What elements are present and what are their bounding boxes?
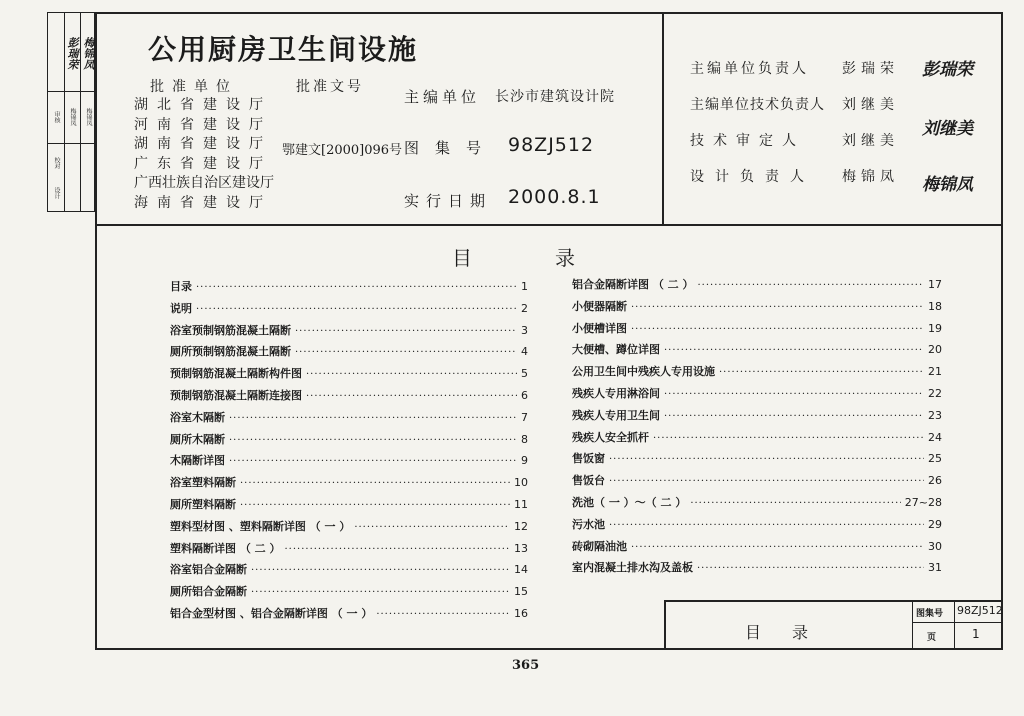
toc-entry-label: 残疾人安全抓杆 bbox=[572, 430, 649, 444]
toc-entry-label: 售饭窗 bbox=[572, 452, 605, 466]
resp-name-2: 刘继美 bbox=[842, 97, 899, 113]
toc-entry bbox=[170, 387, 528, 403]
toc-entry bbox=[170, 409, 528, 425]
toc-entry-label: 预制钢筋混凝土隔断连接图 bbox=[170, 389, 302, 402]
toc-entry-page: 30 bbox=[928, 539, 942, 553]
titleblock-left bbox=[664, 600, 666, 650]
resp-name-3: 刘继美 bbox=[842, 133, 899, 149]
toc-leader-dots bbox=[251, 565, 510, 576]
toc-entry-label: 室内混凝土排水沟及盖板 bbox=[572, 561, 693, 575]
toc-entry-page: 20 bbox=[928, 343, 942, 357]
toc-leader-dots bbox=[196, 304, 517, 315]
resp-label-2: 主编单位技术负责人 bbox=[690, 97, 825, 113]
strip-label-check: 校对 bbox=[53, 157, 60, 169]
approval-doc-no: 鄂建文[2000]096号 bbox=[282, 143, 403, 158]
toc-entry bbox=[572, 429, 942, 445]
toc-entry-label: 厕所木隔断 bbox=[170, 432, 225, 446]
toc-entry-label: 小便器隔断 bbox=[572, 299, 627, 313]
toc-entry bbox=[572, 385, 942, 401]
toc-entry-label: 小便槽详图 bbox=[572, 321, 627, 335]
toc-leader-dots bbox=[240, 478, 510, 489]
toc-entry bbox=[572, 516, 942, 532]
approval-doc-label: 批准文号 bbox=[296, 79, 364, 95]
toc-entry-label: 残疾人专用淋浴间 bbox=[572, 387, 660, 400]
strip-name-1: 梅锦凤 bbox=[69, 108, 76, 126]
approval-unit-4: 广东省建设厅 bbox=[134, 155, 272, 172]
approval-unit-5: 广西壮族自治区建设厅 bbox=[134, 175, 274, 191]
toc-leader-dots bbox=[690, 498, 900, 509]
page-number: 365 bbox=[512, 658, 540, 673]
header-vdivider bbox=[662, 12, 664, 225]
toc-entry-label: 厕所铝合金隔断 bbox=[170, 585, 247, 599]
toc-entry bbox=[572, 276, 942, 292]
toc-leader-dots bbox=[295, 326, 517, 337]
toc-entry-label: 污水池 bbox=[572, 517, 605, 531]
toc-entry bbox=[170, 365, 528, 381]
toc-entry bbox=[170, 343, 528, 359]
page-title: 公用厨房卫生间设施 bbox=[148, 33, 419, 66]
toc-entry bbox=[572, 538, 942, 554]
toc-entry bbox=[572, 363, 942, 379]
toc-leader-dots bbox=[697, 563, 924, 574]
toc-entry bbox=[170, 431, 528, 447]
toc-entry-label: 铝合金型材图 、铝合金隔断详图 （ 一 ） bbox=[170, 607, 373, 620]
toc-entry-page: 25 bbox=[928, 452, 942, 466]
atlas-no: 98ZJ512 bbox=[508, 134, 595, 156]
toc-entry-label: 浴室预制钢筋混凝土隔断 bbox=[170, 323, 291, 337]
approval-unit-3: 湖南省建设厅 bbox=[134, 136, 272, 152]
titleblock-page-label: 页 bbox=[927, 633, 937, 643]
toc-leader-dots bbox=[719, 367, 924, 378]
toc-entry-label: 目录 bbox=[170, 280, 192, 293]
toc-entry bbox=[170, 322, 528, 338]
toc-leader-dots bbox=[631, 542, 924, 553]
toc-title-right: 录 bbox=[555, 246, 575, 270]
toc-entry bbox=[572, 450, 942, 466]
toc-entry-label: 塑料型材图 、塑料隔断详图 （ 一 ） bbox=[170, 519, 351, 533]
toc-title-left: 目 bbox=[452, 246, 472, 270]
toc-leader-dots bbox=[196, 282, 517, 293]
toc-entry-page: 14 bbox=[514, 563, 528, 577]
resp-label-4: 设计负责人 bbox=[690, 169, 815, 185]
toc-leader-dots bbox=[698, 280, 925, 291]
toc-leader-dots bbox=[664, 411, 924, 422]
titleblock-name-right: 录 bbox=[792, 623, 809, 642]
toc-leader-dots bbox=[609, 454, 924, 465]
toc-entry bbox=[170, 278, 528, 294]
toc-entry bbox=[572, 472, 942, 488]
toc-leader-dots bbox=[631, 324, 924, 335]
resp-label-1: 主编单位负责人 bbox=[690, 61, 809, 77]
strip-label-design: 设计 bbox=[53, 187, 60, 199]
toc-entry-label: 洗池（ 一 ）～（ 二 ） bbox=[572, 496, 687, 509]
titleblock-page-value: 1 bbox=[972, 627, 980, 641]
resp-name-4: 梅锦凤 bbox=[842, 169, 899, 185]
date: 2000.8.1 bbox=[508, 186, 601, 208]
toc-leader-dots bbox=[229, 413, 517, 424]
toc-entry-page: 3 bbox=[521, 323, 528, 337]
toc-leader-dots bbox=[631, 302, 924, 313]
toc-leader-dots bbox=[376, 609, 510, 620]
approval-units-list bbox=[134, 96, 274, 213]
toc-entry-label: 厕所预制钢筋混凝土隔断 bbox=[170, 345, 291, 359]
toc-entry-page: 21 bbox=[928, 365, 942, 379]
toc-entry-page: 5 bbox=[521, 367, 528, 381]
toc-entry-page: 24 bbox=[928, 430, 942, 444]
titleblock-name-left: 目 bbox=[745, 623, 762, 642]
strip-name-2: 梅锦凤 bbox=[85, 108, 92, 126]
toc-entry-page: 11 bbox=[514, 498, 528, 511]
toc-entry-page: 16 bbox=[514, 607, 528, 620]
toc-leader-dots bbox=[229, 435, 517, 446]
toc-entry-label: 公用卫生间中残疾人专用设施 bbox=[572, 365, 715, 379]
toc-entry-page: 1 bbox=[521, 280, 528, 293]
approval-unit-2: 河南省建设厅 bbox=[134, 116, 272, 133]
toc-leader-dots bbox=[240, 500, 510, 511]
titleblock-atlas-value: 98ZJ512 bbox=[957, 604, 1003, 617]
toc-entry bbox=[170, 540, 528, 556]
approval-unit-label: 批准单位 bbox=[150, 79, 238, 95]
resp-label-3: 技术审定人 bbox=[690, 133, 805, 149]
toc-leader-dots bbox=[653, 433, 924, 444]
strip-signature-2: 梅锦凤 bbox=[82, 36, 95, 70]
toc-leader-dots bbox=[295, 347, 517, 358]
toc-entry bbox=[572, 298, 942, 314]
toc-entry bbox=[572, 341, 942, 357]
toc-entry-page: 9 bbox=[521, 454, 528, 468]
approval-unit-6: 海南省建设厅 bbox=[134, 194, 272, 211]
toc-entry-label: 浴室木隔断 bbox=[170, 410, 225, 424]
left-sign-strip bbox=[47, 12, 95, 212]
toc-entry bbox=[572, 320, 942, 336]
toc-entry-page: 19 bbox=[928, 321, 942, 335]
toc-leader-dots bbox=[306, 391, 517, 402]
toc-leader-dots bbox=[664, 345, 924, 356]
toc-leader-dots bbox=[664, 389, 924, 400]
toc-entry bbox=[170, 300, 528, 316]
toc-entry bbox=[170, 518, 528, 534]
toc-entry-page: 8 bbox=[521, 432, 528, 446]
toc-leader-dots bbox=[251, 587, 510, 598]
toc-entry-page: 17 bbox=[928, 278, 942, 291]
toc-entry-page: 27~28 bbox=[904, 496, 942, 509]
toc-entry-page: 4 bbox=[521, 345, 528, 359]
toc-entry-page: 22 bbox=[928, 387, 942, 400]
toc-entry-page: 7 bbox=[521, 410, 528, 424]
toc-entry bbox=[572, 494, 942, 510]
toc-entry-page: 2 bbox=[521, 301, 528, 315]
toc-entry-page: 26 bbox=[928, 474, 942, 488]
toc-entry-label: 预制钢筋混凝土隔断构件图 bbox=[170, 367, 302, 381]
resp-signature-1: 彭瑞荣 bbox=[922, 60, 973, 80]
toc-entry-label: 浴室铝合金隔断 bbox=[170, 563, 247, 577]
toc-leader-dots bbox=[609, 520, 924, 531]
toc-entry-page: 6 bbox=[521, 389, 528, 402]
toc-entry-label: 厕所塑料隔断 bbox=[170, 498, 236, 511]
toc-entry-label: 铝合金隔断详图 （ 二 ） bbox=[572, 278, 694, 291]
toc-entry bbox=[170, 583, 528, 599]
toc-entry-label: 售饭台 bbox=[572, 474, 605, 488]
toc-entry-page: 12 bbox=[514, 519, 528, 533]
date-label: 实行日期 bbox=[404, 192, 493, 210]
toc-entry bbox=[170, 496, 528, 512]
toc-entry bbox=[572, 407, 942, 423]
toc-entry-label: 塑料隔断详图 （ 二 ） bbox=[170, 541, 281, 555]
toc-leader-dots bbox=[229, 456, 517, 467]
toc-entry bbox=[572, 559, 942, 575]
resp-name-1: 彭瑞荣 bbox=[842, 61, 899, 77]
titleblock-mid bbox=[912, 622, 1003, 623]
toc-entry-label: 木隔断详图 bbox=[170, 454, 225, 468]
toc-leader-dots bbox=[285, 544, 511, 555]
strip-label-review: 审核 bbox=[53, 111, 60, 123]
toc-entry-label: 说明 bbox=[170, 301, 192, 315]
toc-entry-page: 13 bbox=[514, 541, 528, 555]
titleblock-top bbox=[664, 600, 1003, 602]
strip-signature-1: 彭瑞荣 bbox=[66, 36, 79, 70]
toc-entry-page: 31 bbox=[928, 561, 942, 575]
editor-unit-label: 主编单位 bbox=[404, 88, 481, 106]
toc-entry bbox=[170, 452, 528, 468]
toc-entry bbox=[170, 474, 528, 490]
titleblock-div2 bbox=[954, 600, 955, 650]
atlas-no-label: 图集号 bbox=[404, 139, 498, 157]
resp-signature-2: 刘继美 bbox=[922, 119, 973, 139]
toc-leader-dots bbox=[609, 476, 924, 487]
toc-entry bbox=[170, 561, 528, 577]
toc-entry-label: 浴室塑料隔断 bbox=[170, 476, 236, 490]
toc-entry-label: 砖砌隔油池 bbox=[572, 539, 627, 553]
resp-signature-4: 梅锦凤 bbox=[922, 175, 973, 195]
titleblock-atlas-label: 图集号 bbox=[916, 609, 944, 619]
toc-leader-dots bbox=[306, 369, 517, 380]
toc-leader-dots bbox=[354, 522, 510, 533]
approval-unit-1: 湖北省建设厅 bbox=[134, 97, 272, 113]
toc-entry-page: 10 bbox=[514, 476, 528, 490]
editor-unit: 长沙市建筑设计院 bbox=[495, 89, 615, 105]
toc-entry-label: 大便槽、蹲位详图 bbox=[572, 343, 660, 357]
titleblock-div1 bbox=[912, 600, 913, 650]
toc-entry-page: 18 bbox=[928, 299, 942, 313]
toc-entry-label: 残疾人专用卫生间 bbox=[572, 408, 660, 422]
toc-entry bbox=[170, 605, 528, 621]
header-divider bbox=[95, 224, 1003, 226]
toc-entry-page: 23 bbox=[928, 408, 942, 422]
toc-entry-page: 29 bbox=[928, 517, 942, 531]
toc-entry-page: 15 bbox=[514, 585, 528, 599]
